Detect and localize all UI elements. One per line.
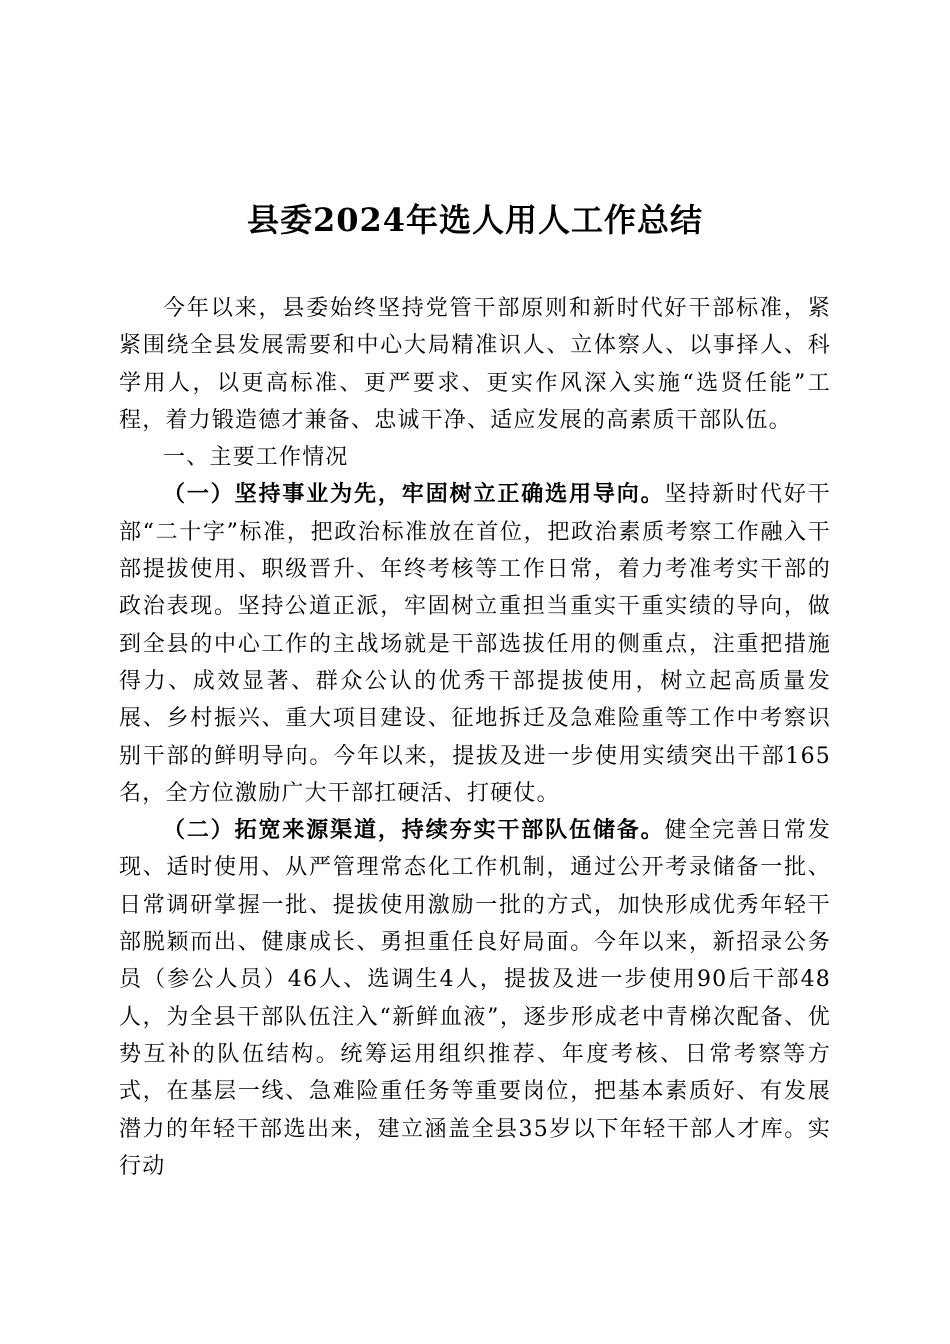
item-body-1: 坚持新时代好干部“二十字”标准，把政治标准放在首位，把政治素质考察工作融入干部提拔使用、职级晋升、年终考核等工作日常，着力考准考实干部的政治表现。坚持公道正派，牢固树立重担当重实干重实绩的导向，做到全县的中心工作的主战场就是干部选拔任用的侧重点，注重把措施得力、成效显著、群众公认的优秀干部提拔使用，树立起高质量发展、乡村振兴、重大项目建设、征地拆迁及急难险重等工作中考察识别干部的鲜明导向。今年以来，提拔及进一步使用实绩突出干部165名，全方位激励广大干部扛硬活、打硬仗。 xyxy=(119,482,832,806)
section-heading-text: 一、主要工作情况 xyxy=(163,445,349,471)
intro-paragraph: 今年以来，县委始终坚持党管干部原则和新时代好干部标准，紧紧围绕全县发展需要和中心大局精准识人、立体察人、以事择人、科学用人，以更高标准、更严要求、更实作风深入实施“选贤任能”工程，着力锻造德才兼备、忠诚干净、适应发展的高素质干部队伍。 xyxy=(119,296,831,433)
section-heading xyxy=(119,439,831,476)
document-body xyxy=(119,290,831,1185)
item-heading-2: （二）拓宽来源渠道，持续夯实干部队伍储备。 xyxy=(163,817,665,844)
item-paragraph-2 xyxy=(119,812,831,1185)
item-body-2: 健全完善日常发现、适时使用、从严管理常态化工作机制，通过公开考录储备一批、日常调研掌握一批、提拔使用激励一批的方式，加快形成优秀年轻干部脱颖而出、健康成长、勇担重任良好局面。今年以来，新招录公务员（参公人员）46人、选调生4人，提拔及进一步使用90后干部48人，为全县干部队伍注入“新鲜血液”，逐步形成老中青梯次配备、优势互补的队伍结构。统筹运用组织推荐、年度考核、日常考察等方式，在基层一线、急难险重任务等重要岗位，把基本素质好、有发展潜力的年轻干部选出来，建立涵盖全县35岁以下年轻干部人才库。实行动 xyxy=(119,818,832,1179)
document-title: 县委2024年选人用人工作总结 xyxy=(246,201,704,239)
item-heading-1: （一）坚持事业为先，牢固树立正确选用导向。 xyxy=(163,481,665,508)
item-paragraph-1 xyxy=(119,476,831,812)
